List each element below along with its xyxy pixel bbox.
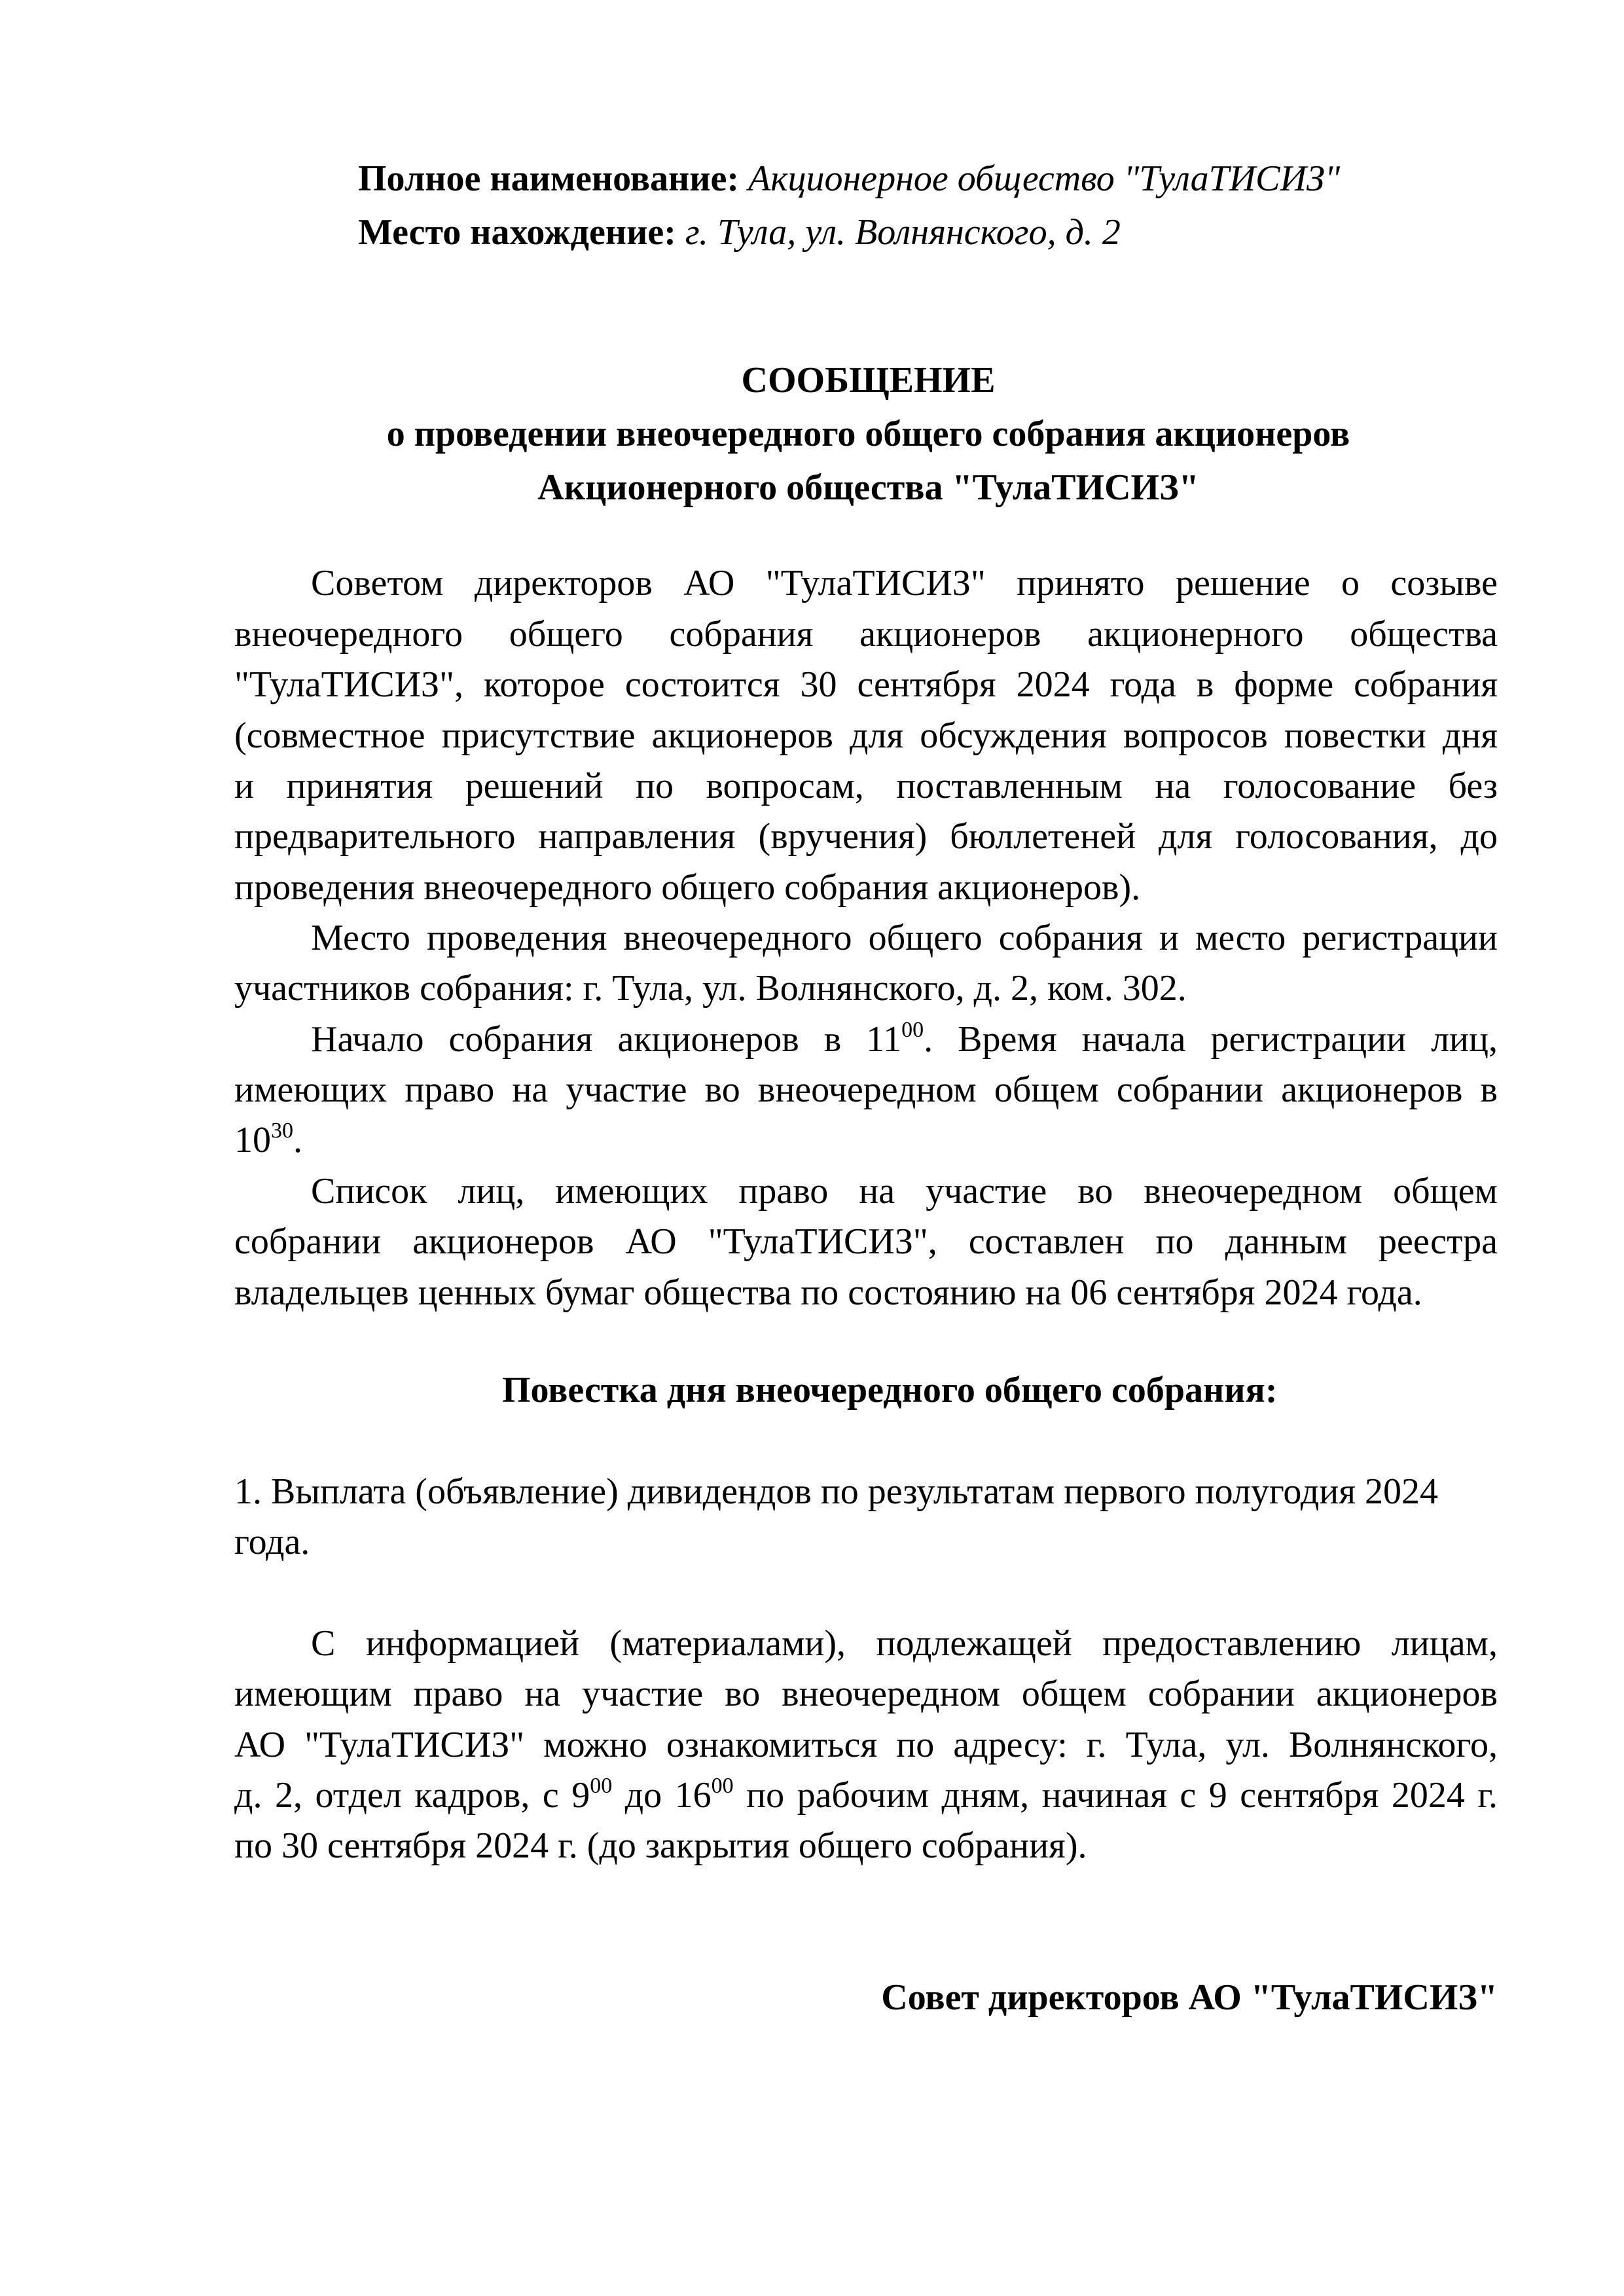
paragraph-5-line-4 <box>234 1772 1498 1819</box>
full-name-label: Полное наименование: <box>358 158 740 199</box>
paragraph-4-line-3: владельцев ценных бумаг общества по состоянию на 06 сентября 2024 года. <box>234 1272 1422 1313</box>
registration-text: . Время начала регистрации лиц, <box>924 1019 1498 1060</box>
title-line-2: о проведении внеочередного общего собрания акционеров <box>386 414 1350 454</box>
start-time-minutes: 00 <box>901 1018 924 1042</box>
registration-time: 10 <box>234 1120 271 1160</box>
paragraph-2-line-2: участников собрания: г. Тула, ул. Волнянского, д. 2, ком. 302. <box>234 968 1187 1009</box>
start-time-text: Начало собрания акционеров в 11 <box>311 1019 902 1060</box>
paragraph-1-line-7: проведения внеочередного общего собрания акционеров). <box>234 867 1141 908</box>
hours-end-minutes: 00 <box>711 1774 734 1798</box>
location-value: г. Тула, ул. Волнянского, д. 2 <box>685 212 1121 253</box>
paragraph-4-line-2: собрании акционеров АО "ТулаТИСИЗ", составлен по данным реестра <box>234 1221 1498 1262</box>
paragraph-1-line-2: внеочередного общего собрания акционеров акционерного общества <box>234 614 1498 655</box>
paragraph-3-line-2: имеющих право на участие во внеочередном общем собрании акционеров в <box>234 1069 1498 1110</box>
paragraph-2-line-1: Место проведения внеочередного общего собрания и место регистрации <box>311 918 1498 958</box>
full-name-row <box>358 155 1340 202</box>
hours-text-a: д. 2, отдел кадров, с 9 <box>234 1775 590 1816</box>
hours-text-b: до 16 <box>612 1775 712 1816</box>
paragraph-1-line-4: (совместное присутствие акционеров для обсуждения вопросов повестки дня <box>234 715 1498 756</box>
paragraph-5-line-3: АО "ТулаТИСИЗ" можно ознакомиться по адресу: г. Тула, ул. Волнянского, <box>234 1725 1498 1765</box>
paragraph-5-line-5: по 30 сентября 2024 г. (до закрытия общего собрания). <box>234 1825 1087 1866</box>
signature: Совет директоров АО "ТулаТИСИЗ" <box>881 1977 1498 2018</box>
hours-text-c: по рабочим дням, начиная с 9 сентября 2024 г. <box>733 1775 1498 1816</box>
paragraph-4-line-1: Список лиц, имеющих право на участие во внеочередном общем <box>311 1171 1498 1211</box>
paragraph-5-line-2: имеющим право на участие во внеочередном общем собрании акционеров <box>234 1674 1498 1714</box>
paragraph-3-line-3 <box>234 1117 1498 1164</box>
paragraph-1-line-3: "ТулаТИСИЗ", которое состоится 30 сентября 2024 года в форме собрания <box>234 664 1498 705</box>
paragraph-1-line-5: и принятия решений по вопросам, поставленным на голосование без <box>234 766 1498 806</box>
agenda-heading: Повестка дня внеочередного общего собрания: <box>502 1370 1278 1410</box>
full-name-value: Акционерное общество "ТулаТИСИЗ" <box>748 158 1341 199</box>
registration-period: . <box>293 1120 302 1160</box>
registration-time-minutes: 30 <box>271 1119 293 1143</box>
hours-start-minutes: 00 <box>590 1774 613 1798</box>
paragraph-1-line-6: предварительного направления (вручения) бюллетеней для голосования, до <box>234 816 1498 857</box>
agenda-item-1-line-1: 1. Выплата (объявление) дивидендов по результатам первого полугодия 2024 <box>234 1471 1439 1512</box>
paragraph-3-line-1 <box>311 1016 1498 1063</box>
title-line-3: Акционерного общества "ТулаТИСИЗ" <box>537 467 1199 508</box>
agenda-item-1-line-2: года. <box>234 1522 310 1562</box>
location-label: Место нахождение: <box>358 212 676 253</box>
paragraph-1-line-1: Советом директоров АО "ТулаТИСИЗ" принято решение о созыве <box>311 563 1498 603</box>
title-line-1: СООБЩЕНИЕ <box>741 360 996 401</box>
paragraph-5-line-1: С информацией (материалами), подлежащей предоставлению лицам, <box>311 1623 1498 1664</box>
location-row <box>358 209 1121 256</box>
